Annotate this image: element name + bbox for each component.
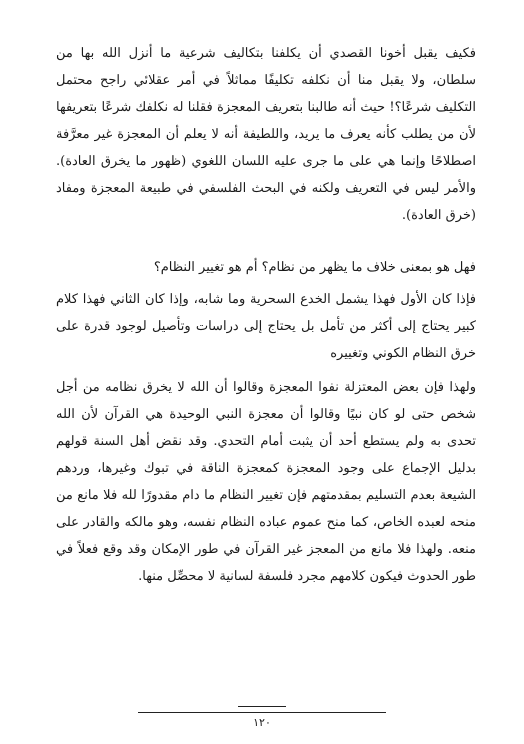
paragraph-question: فهل هو بمعنى خلاف ما يظهر من نظام؟ أم هو تغيير النظام؟ [153,260,476,275]
page-number: ١٢٠ [253,716,271,729]
paragraph-mutazila: ولهذا فإن بعض المعتزلة نفوا المعجزة وقالوا أن الله لا يخرق نظامه من أجل شخص حتى لو كان نبيًا وقالوا أن معجزة النبي الوحيدة هي القرآن لأن الله تحدى به ولم يستطع أحد أن يثبت أمام التحدي. وقد نقض أهل السنة قولهم بدليل الإجماع على وجود المعجزة كمعجزة الناقة في تبوك وغيرها، وردهم الشيعة بعدم التسليم بمقدمتهم فإن تغيير النظام ما دام مقدورًا لله فلا مانع من منحه لعبده الخاص، كما منح عموم عباده النظام نفسه، وهو مالكه والقادر على منعه. ولهذا فلا مانع من المعجز غير القرآن في طور الإمكان وقد وقع فعلاً في طور الحدوث فيكون كلامهم مجرد فلسفة لسانية لا محصِّل منها. [56,380,476,584]
paragraph-analysis: فإذا كان الأول فهذا يشمل الخدع السحرية وما شابه، وإذا كان الثاني فهذا كلام كبير يحتاج إلى أكثر من تأمل بل يحتاج إلى دراسات وتأصيل لوجود قدرة على خرق النظام الكوني وتغييره [56,292,476,361]
footer-divider-short [238,706,286,707]
footer-divider [138,712,386,713]
paragraph-intro: فكيف يقبل أخونا القصدي أن يكلفنا بتكاليف شرعية ما أنزل الله بها من سلطان، ولا يقبل منا أن نكلفه تكليفًا مماثلاً في أمر عقلائي راجح محتمل التكليف شرعًا؟! حيث أنه طالبنا بتعريف المعجزة فقلنا له نكلفك شرعًا بتعريفها لأن من يطلب كأنه يعرف ما يريد، واللطيفة أنه لا يعلم أن المعجزة غير معرَّفة اصطلاحًا وإنما هي على ما جرى عليه اللسان اللغوي (ظهور ما يخرق العادة). والأمر ليس في التعريف ولكنه في البحث الفلسفي في طبيعة المعجزة ومفاد (خرق العادة). [56,46,476,223]
